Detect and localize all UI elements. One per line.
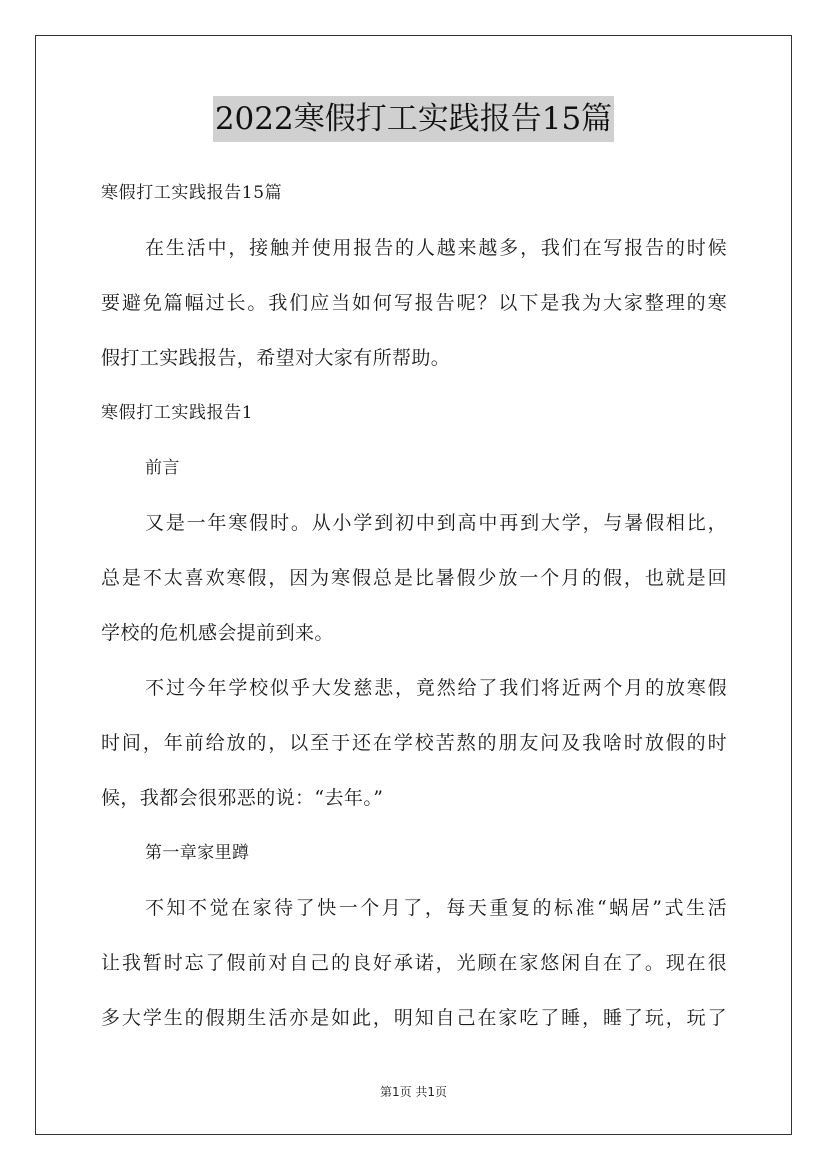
- paragraph-line: 假打工实践报告，希望对大家有所帮助。: [101, 347, 451, 369]
- paragraph-line: 要避免篇幅过长。我们应当如何写报告呢？以下是我为大家整理的寒: [101, 292, 727, 314]
- subtitle-heading: 寒假打工实践报告15篇: [101, 183, 283, 203]
- paragraph-line: 又是一年寒假时。从小学到初中到高中再到大学，与暑假相比，: [145, 512, 727, 534]
- document-title: 2022寒假打工实践报告15篇: [213, 96, 614, 142]
- title-container: [0, 96, 827, 142]
- paragraph-line: 让我暂时忘了假前对自己的良好承诺，光顾在家悠闲自在了。现在很: [101, 952, 727, 974]
- paragraph-line: 不过今年学校似乎大发慈悲，竟然给了我们将近两个月的放寒假: [145, 677, 727, 699]
- section-heading: 寒假打工实践报告1: [101, 403, 254, 423]
- section-subheading: 前言: [145, 458, 180, 478]
- paragraph-line: 候，我都会很邪恶的说：“去年。”: [101, 787, 384, 809]
- page-number-footer: 第1页 共1页: [379, 1085, 448, 1099]
- paragraph-line: 在生活中，接触并使用报告的人越来越多，我们在写报告的时候: [145, 237, 727, 259]
- paragraph-line: 总是不太喜欢寒假，因为寒假总是比暑假少放一个月的假，也就是回: [101, 567, 727, 589]
- document-body: [101, 172, 727, 1052]
- paragraph-line: 多大学生的假期生活亦是如此，明知自己在家吃了睡，睡了玩，玩了: [101, 1007, 727, 1029]
- paragraph-line: 不知不觉在家待了快一个月了，每天重复的标准“蜗居”式生活: [145, 897, 727, 919]
- chapter-heading: 第一章家里蹲: [145, 843, 250, 863]
- paragraph-line: 学校的危机感会提前到来。: [101, 622, 334, 644]
- paragraph-line: 时间，年前给放的，以至于还在学校苦熬的朋友问及我啥时放假的时: [101, 732, 727, 754]
